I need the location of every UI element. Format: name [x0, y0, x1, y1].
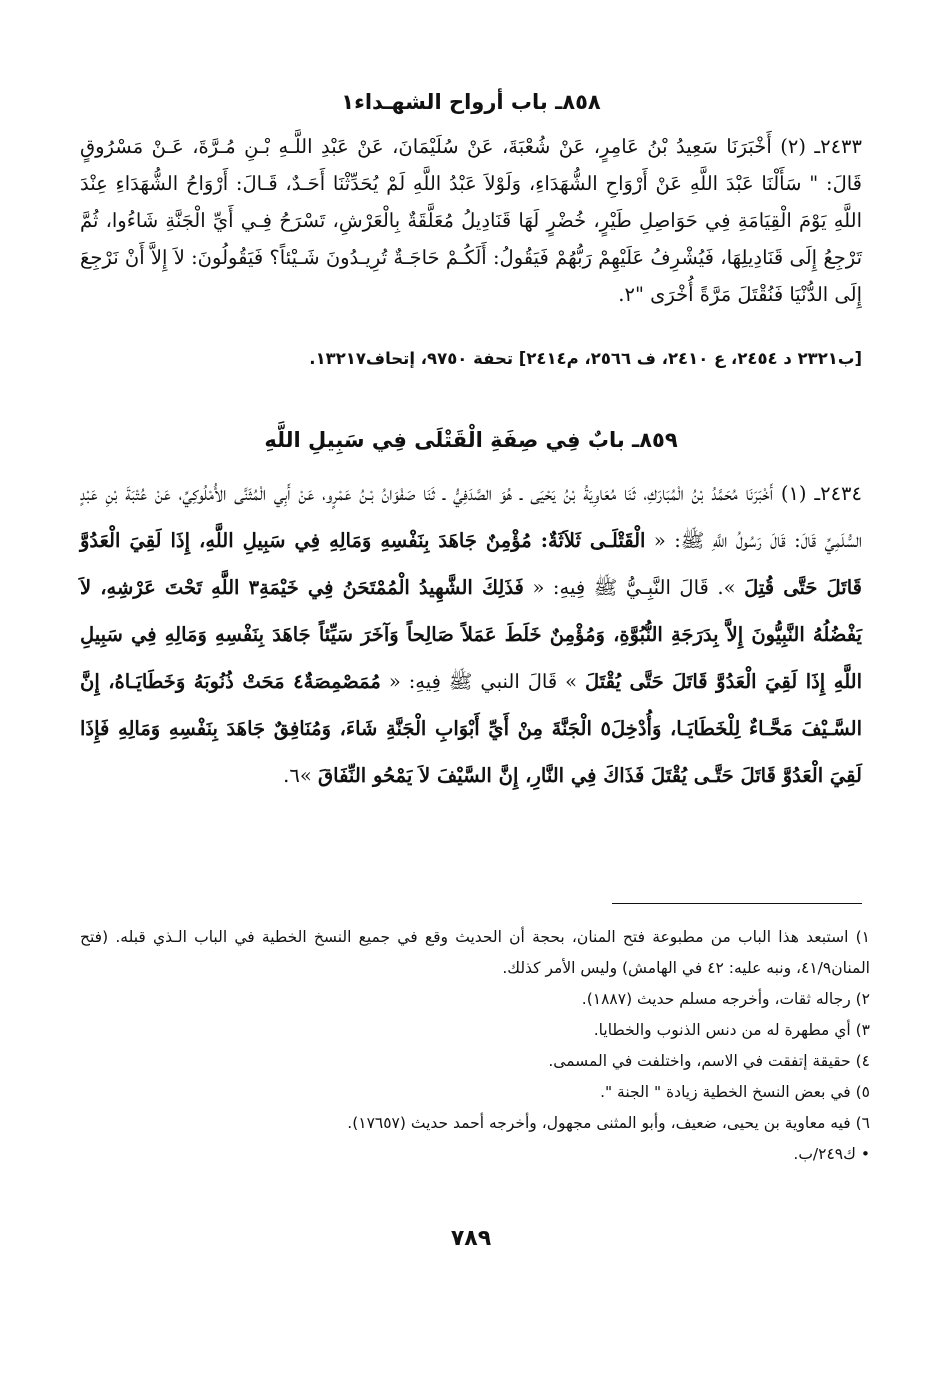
hadith-2434-quote-2: فَذَلِكَ الشَّهِيدُ الْمُمْتَحَنُ فِي خَيْمَةِ٣ اللَّهِ تَحْتَ عَرْشِهِ، لاَ يَفْضُلُهُ النَّبِيُّونَ إِلاَّ بِدَرَجَةِ النُّبُوَّةِ، وَمُؤْمِنٌ خَلَطَ عَمَلاً صَالِحاً وَآخَرَ سَيِّئاً جَاهَدَ بِنَفْسِهِ وَمَالِهِ فِي سَبِيلِ اللَّهِ إِذَا لَقِيَ الْعَدُوَّ قَاتَلَ حَتَّى يُقْتَلَ — [80, 576, 863, 693]
footnote-1: ١) استبعد هذا الباب من مطبوعة فتح المنان، بحجة أن الحديث وقع في جميع النسخ الخطية في الباب الـذي قبله. (فتح المنان٤١/٩، ونبه عليه: ٤٢ في الهامش) وليس الأمر كذلك. — [80, 928, 870, 977]
footnote-2: ٢) رجاله ثقات، وأخرجه مسلم حديث (١٨٨٧). — [581, 990, 870, 1008]
page-number: ٧٨٩ — [450, 1226, 492, 1251]
footnotes — [80, 922, 870, 1170]
hadith-2434-connector-1: ». قَالَ النَّبِـيُّ ﷺ فِيهِ: « — [532, 576, 736, 599]
hadith-2434-intro: ٢٤٣٤ـ (١) أَخْبَرَنَا مُحَمَّدُ بْنُ الْمُبَارَكِ، ثَنَا مُعَاوِيَةُ بْنُ يَحْيَى ـ هُوَ الصَّدَفِيُّ ـ ثَنَا صَفْوَانُ بْـنُ عَمْرٍو، عَنْ أَبِي الْمُثَنَّى الأُمْلُوكِيِّ، عَنْ عُتْبَةَ بْنِ عَبْدٍ السُّلَمِيِّ قَالَ: قَالَ رَسُولُ اللَّهِ ﷺ: « — [80, 482, 863, 552]
hadith-2434-connector-2: » قَالَ النبي ﷺ فِيهِ: « — [388, 670, 578, 693]
hadith-2434-quote-1: الْقَتْلَـى ثَلاَثَةٌ: مُؤْمِنٌ جَاهَدَ بِنَفْسِهِ وَمَالِهِ فِي سَبِيلِ اللَّهِ، إِذَا لَقِيَ الْعَدُوَّ قَاتَلَ حَتَّى قُتِلَ — [80, 529, 862, 599]
chapter-heading-858: ٨٥٨ـ باب أرواح الشهـداء١ — [341, 90, 601, 114]
footnote-4: ٤) حقيقة إتفقت في الاسم، واختلفت في المسمى. — [548, 1052, 870, 1070]
hadith-2434-quote-3: مُمَصْمِصَةٌ٤ مَحَتْ ذُنُوبَهُ وَخَطَايَـاهُ، إِنَّ السَّـيْفَ مَحَّـاءٌ لِلْخَطَايَـا، وَأُدْخِلَ٥ الْجَنَّةَ مِنْ أَيِّ أَبْوَابِ الْجَنَّةِ شَاءَ، وَمُنَافِقٌ جَاهَدَ بِنَفْسِهِ وَمَالِهِ فَإِذَا لَقِيَ الْعَدُوَّ قَاتَلَ حَتَّـى يُقْتَلَ فَذَاكَ فِي النَّارِ، إِنَّ السَّيْفَ لاَ يَمْحُو النِّفَاقَ — [80, 670, 863, 787]
footnote-6: ٦) فيه معاوية بن يحيى، ضعيف، وأبو المثنى مجهول، وأخرجه أحمد حديث (١٧٦٥٧). — [347, 1114, 870, 1132]
hadith-2434 — [80, 470, 862, 799]
footnote-3: ٣) أي مطهرة له من دنس الذنوب والخطايا. — [593, 1021, 870, 1039]
hadith-references: [ب٢٣٢١ د ٢٤٥٤، ع ٢٤١٠، ف ٢٥٦٦، م٢٤١٤] تحفة ٩٧٥٠، إتحاف١٣٢١٧. — [309, 349, 862, 368]
hadith-2434-end: »٦. — [283, 764, 312, 787]
footnote-separator — [612, 903, 862, 904]
footnote-5: ٥) في بعض النسخ الخطية زيادة " الجنة ". — [600, 1083, 870, 1101]
chapter-heading-859: ٨٥٩ـ بابٌ فِي صِفَةِ الْقَتْلَى فِي سَبِيلِ اللَّهِ — [264, 428, 678, 452]
hadith-2433: ٢٤٣٣ـ (٢) أَخْبَرَنَا سَعِيدُ بْنُ عَامِرٍ، عَنْ شُعْبَةَ، عَنْ سُلَيْمَانَ، عَنْ عَبْدِ اللَّـهِ بْـنِ مُـرَّةَ، عَـنْ مَسْرُوقٍ قَالَ: " سَأَلْنَا عَبْدَ اللَّهِ عَنْ أَرْوَاحِ الشُّهَدَاءِ، وَلَوْلاَ عَبْدُ اللَّهِ لَمْ يُحَدِّثْنَا أَحَـدٌ، قَـالَ: أَرْوَاحُ الشُّهَدَاءِ عِنْدَ اللَّهِ يَوْمَ الْقِيَامَةِ فِي حَوَاصِلِ طَيْرٍ، خُضْرٍ لَهَا قَنَادِيلُ مُعَلَّقَةٌ بِالْعَرْشِ، تَسْرَحُ فِـي أَيِّ الْجَنَّةِ شَاءُوا، ثُمَّ تَرْجِعُ إِلَى قَنَادِيلِهَا، فَيُشْرِفُ عَلَيْهِمْ رَبُّهُمْ فَيَقُولُ: أَلَكُـمْ حَاجَـةٌ تُرِيـدُونَ شَـيْئاً؟ فَيَقُولُونَ: لاَ إِلاَّ أَنْ نَرْجِعَ إِلَى الدُّنْيَا فَنُقْتَلَ مَرَّةً أُخْرَى "٢. — [80, 135, 862, 306]
manuscript-folio-note: • ك٢٤٩/ب. — [793, 1145, 870, 1163]
